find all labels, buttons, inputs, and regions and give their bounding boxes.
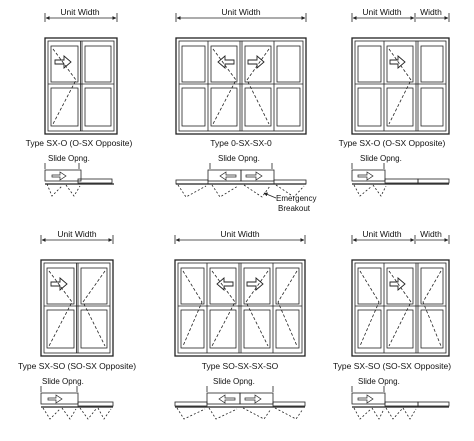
diagram-sx-o: [26, 7, 133, 196]
callout-breakout: Breakout: [278, 204, 311, 213]
slide-opening-label: Slide Opng.: [48, 154, 90, 163]
arrow-right-icon: [358, 172, 373, 180]
type-caption: Type SX-SO (SO-SX Opposite): [332, 361, 452, 371]
unit-width-dimension: [41, 229, 113, 244]
type-caption: Type SX-SO (SO-SX Opposite): [17, 361, 137, 371]
callout-emergency: Emergency: [276, 194, 317, 203]
arrow-right-icon: [248, 56, 264, 68]
arrow-right-icon: [358, 395, 373, 403]
arrow-right-icon: [247, 278, 263, 290]
slide-opening-label: Slide Opng.: [358, 377, 400, 386]
slide-opening-label: Slide Opng.: [213, 377, 255, 386]
diagram-sx-o-with-sidelite: [339, 7, 449, 196]
arrow-right-icon: [48, 395, 62, 403]
door-elevation: [175, 260, 305, 356]
plan-view: [352, 154, 449, 196]
dimension-label-2: Width: [420, 7, 442, 17]
type-caption: Type SO-SX-SX-SO: [201, 361, 279, 371]
type-caption: Type 0-SX-SX-0: [210, 138, 272, 148]
dimension-label: Unit Width: [220, 229, 260, 239]
door-elevation: [176, 38, 306, 134]
door-elevation: [45, 38, 117, 134]
dimension-label: Unit Width: [362, 7, 402, 17]
arrow-right-icon: [390, 56, 405, 68]
unit-width-dimension: [352, 7, 449, 22]
type-caption: Type SX-O (O-SX Opposite): [25, 138, 133, 148]
plan-view: [41, 377, 113, 419]
slide-opening-label: Slide Opng.: [218, 154, 260, 163]
plan-view: [352, 377, 449, 419]
plan-view: [45, 154, 114, 196]
unit-width-dimension: [45, 7, 117, 22]
dimension-label: Unit Width: [221, 7, 261, 17]
unit-width-dimension: [352, 229, 449, 244]
arrow-right-icon: [246, 172, 262, 180]
dimension-label: Unit Width: [57, 229, 97, 239]
door-elevation: [41, 260, 113, 356]
diagram-so-sx-sx-so: [175, 229, 305, 419]
door-elevation: [352, 38, 449, 134]
unit-width-dimension: [176, 7, 306, 22]
type-caption: Type SX-O (O-SX Opposite): [338, 138, 446, 148]
plan-view: [176, 154, 316, 213]
unit-width-dimension: [175, 229, 305, 244]
arrow-right-icon: [245, 395, 261, 403]
door-elevation: [352, 260, 449, 356]
dimension-label: Unit Width: [362, 229, 402, 239]
arrow-right-icon: [52, 172, 66, 180]
slide-opening-label: Slide Opng.: [360, 154, 402, 163]
dimension-label-2: Width: [420, 229, 442, 239]
plan-view: [175, 377, 305, 419]
slide-opening-label: Slide Opng.: [42, 377, 84, 386]
diagram-sx-so: [18, 229, 136, 419]
diagram-sx-so-with-sidelite: [333, 229, 451, 419]
arrow-right-icon: [390, 278, 405, 290]
arrow-left-icon: [219, 395, 235, 403]
dimension-label: Unit Width: [60, 7, 100, 17]
diagram-o-sx-sx-o: [176, 7, 316, 213]
arrow-left-icon: [220, 172, 236, 180]
